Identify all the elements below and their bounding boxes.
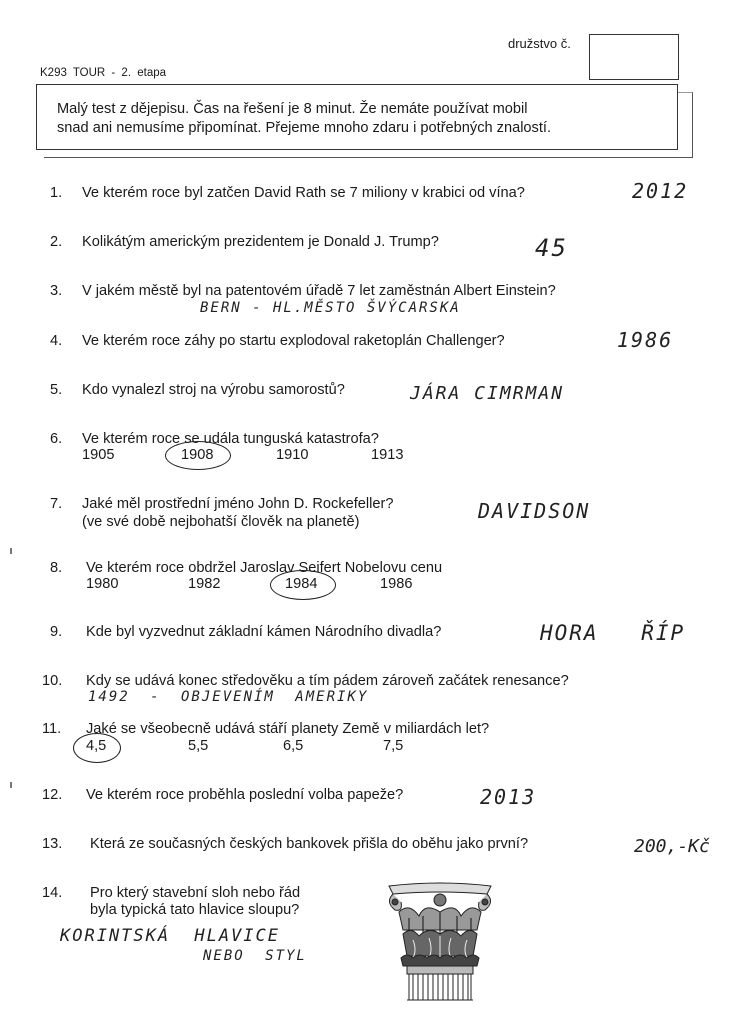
question-4-text: Ve kterém roce záhy po startu explodoval raketoplán Challenger?	[82, 333, 505, 349]
intro-box	[36, 84, 678, 150]
question-7-number: 7.	[50, 496, 63, 512]
question-14-text: Pro který stavební sloh nebo řád	[90, 885, 301, 901]
question-11-option-4[interactable]: 7,5	[383, 738, 404, 754]
question-8-option-4[interactable]: 1986	[380, 576, 413, 592]
question-3-number: 3.	[50, 283, 63, 299]
question-4-number: 4.	[50, 333, 63, 349]
team-number-label: družstvo č.	[508, 36, 571, 51]
question-5-number: 5.	[50, 382, 63, 398]
question-7-text: Jaké měl prostřední jméno John D. Rockefeller?	[82, 496, 394, 512]
answer-14-handwritten: KORINTSKÁ HLAVICE	[60, 926, 280, 946]
question-6-number: 6.	[50, 431, 63, 447]
question-11-option-3[interactable]: 6,5	[283, 738, 304, 754]
question-6-option-4[interactable]: 1913	[371, 447, 404, 463]
margin-mark	[10, 782, 12, 788]
question-8-text: Ve kterém roce obdržel Jaroslav Seifert Nobelovu cenu	[86, 560, 443, 576]
question-9-number: 9.	[50, 624, 63, 640]
question-6-option-1[interactable]: 1905	[82, 447, 115, 463]
answer-10-handwritten: 1492 - OBJEVENÍM AMERIKY	[88, 689, 369, 705]
question-10-text: Kdy se udává konec středověku a tím pádem zároveň začátek renesance?	[86, 673, 569, 689]
question-14-subtext: byla typická tato hlavice sloupu?	[90, 902, 300, 918]
question-3-text: V jakém městě byl na patentovém úřadě 7 let zaměstnán Albert Einstein?	[82, 283, 556, 299]
question-6-option-3[interactable]: 1910	[276, 447, 309, 463]
question-11-number: 11.	[42, 721, 62, 737]
answer-14-handwritten-line-2: NEBO STYL	[203, 948, 307, 964]
answer-3-handwritten: BERN - HL.MĚSTO ŠVÝCARSKA	[200, 300, 461, 316]
test-code: K293 TOUR - 2. etapa	[40, 67, 167, 79]
question-10-number: 10.	[42, 673, 63, 689]
answer-9-handwritten: HORA ŘÍP	[540, 621, 686, 645]
question-8-selected-circle	[270, 570, 336, 600]
question-11-option-2[interactable]: 5,5	[188, 738, 209, 754]
question-8-option-3[interactable]: 1984	[285, 576, 318, 592]
question-11-option-1[interactable]: 4,5	[86, 738, 107, 754]
question-8-option-2[interactable]: 1982	[188, 576, 221, 592]
answer-4-handwritten: 1986	[617, 328, 674, 352]
question-1-text: Ve kterém roce byl zatčen David Rath se 7 miliony v krabici od vína?	[82, 185, 525, 201]
answer-5-handwritten: JÁRA CIMRMAN	[410, 383, 565, 404]
answer-7-handwritten: DAVIDSON	[478, 499, 591, 523]
question-8-number: 8.	[50, 560, 63, 576]
intro-line-2: snad ani nemusíme připomínat. Přejeme mnoho zdaru i potřebných znalostí.	[57, 120, 552, 136]
margin-mark	[10, 548, 12, 554]
question-7-subtext: (ve své době nejbohatší člověk na planetě)	[82, 514, 360, 530]
question-14-number: 14.	[42, 885, 63, 901]
question-5-text: Kdo vynalezl stroj na výrobu samorostů?	[82, 382, 345, 398]
answer-13-handwritten: 200,-Kč	[634, 836, 710, 857]
corinthian-capital-image	[383, 882, 497, 1002]
answer-1-handwritten: 2012	[632, 179, 689, 203]
question-2-text: Kolikátým americkým prezidentem je Donald J. Trump?	[82, 234, 439, 250]
answer-12-handwritten: 2013	[480, 785, 537, 809]
question-11-selected-circle	[73, 733, 121, 763]
question-6-text: Ve kterém roce se udála tunguská katastrofa?	[82, 431, 379, 447]
question-8-option-1[interactable]: 1980	[86, 576, 119, 592]
answer-2-handwritten: 45	[535, 234, 568, 262]
question-11-text: Jaké se všeobecně udává stáří planety Země v miliardách let?	[86, 721, 490, 737]
question-13-number: 13.	[42, 836, 63, 852]
question-13-text: Která ze současných českých bankovek přišla do oběhu jako první?	[90, 836, 529, 852]
question-2-number: 2.	[50, 234, 63, 250]
question-9-text: Kde byl vyzvednut základní kámen Národního divadla?	[86, 624, 442, 640]
question-12-number: 12.	[42, 787, 63, 803]
question-6-selected-circle	[165, 441, 231, 470]
intro-line-1: Malý test z dějepisu. Čas na řešení je 8 minut. Že nemáte používat mobil	[57, 101, 528, 117]
question-1-number: 1.	[50, 185, 63, 201]
team-number-box[interactable]	[589, 34, 679, 80]
question-12-text: Ve kterém roce proběhla poslední volba papeže?	[86, 787, 404, 803]
question-6-option-2[interactable]: 1908	[181, 447, 214, 463]
